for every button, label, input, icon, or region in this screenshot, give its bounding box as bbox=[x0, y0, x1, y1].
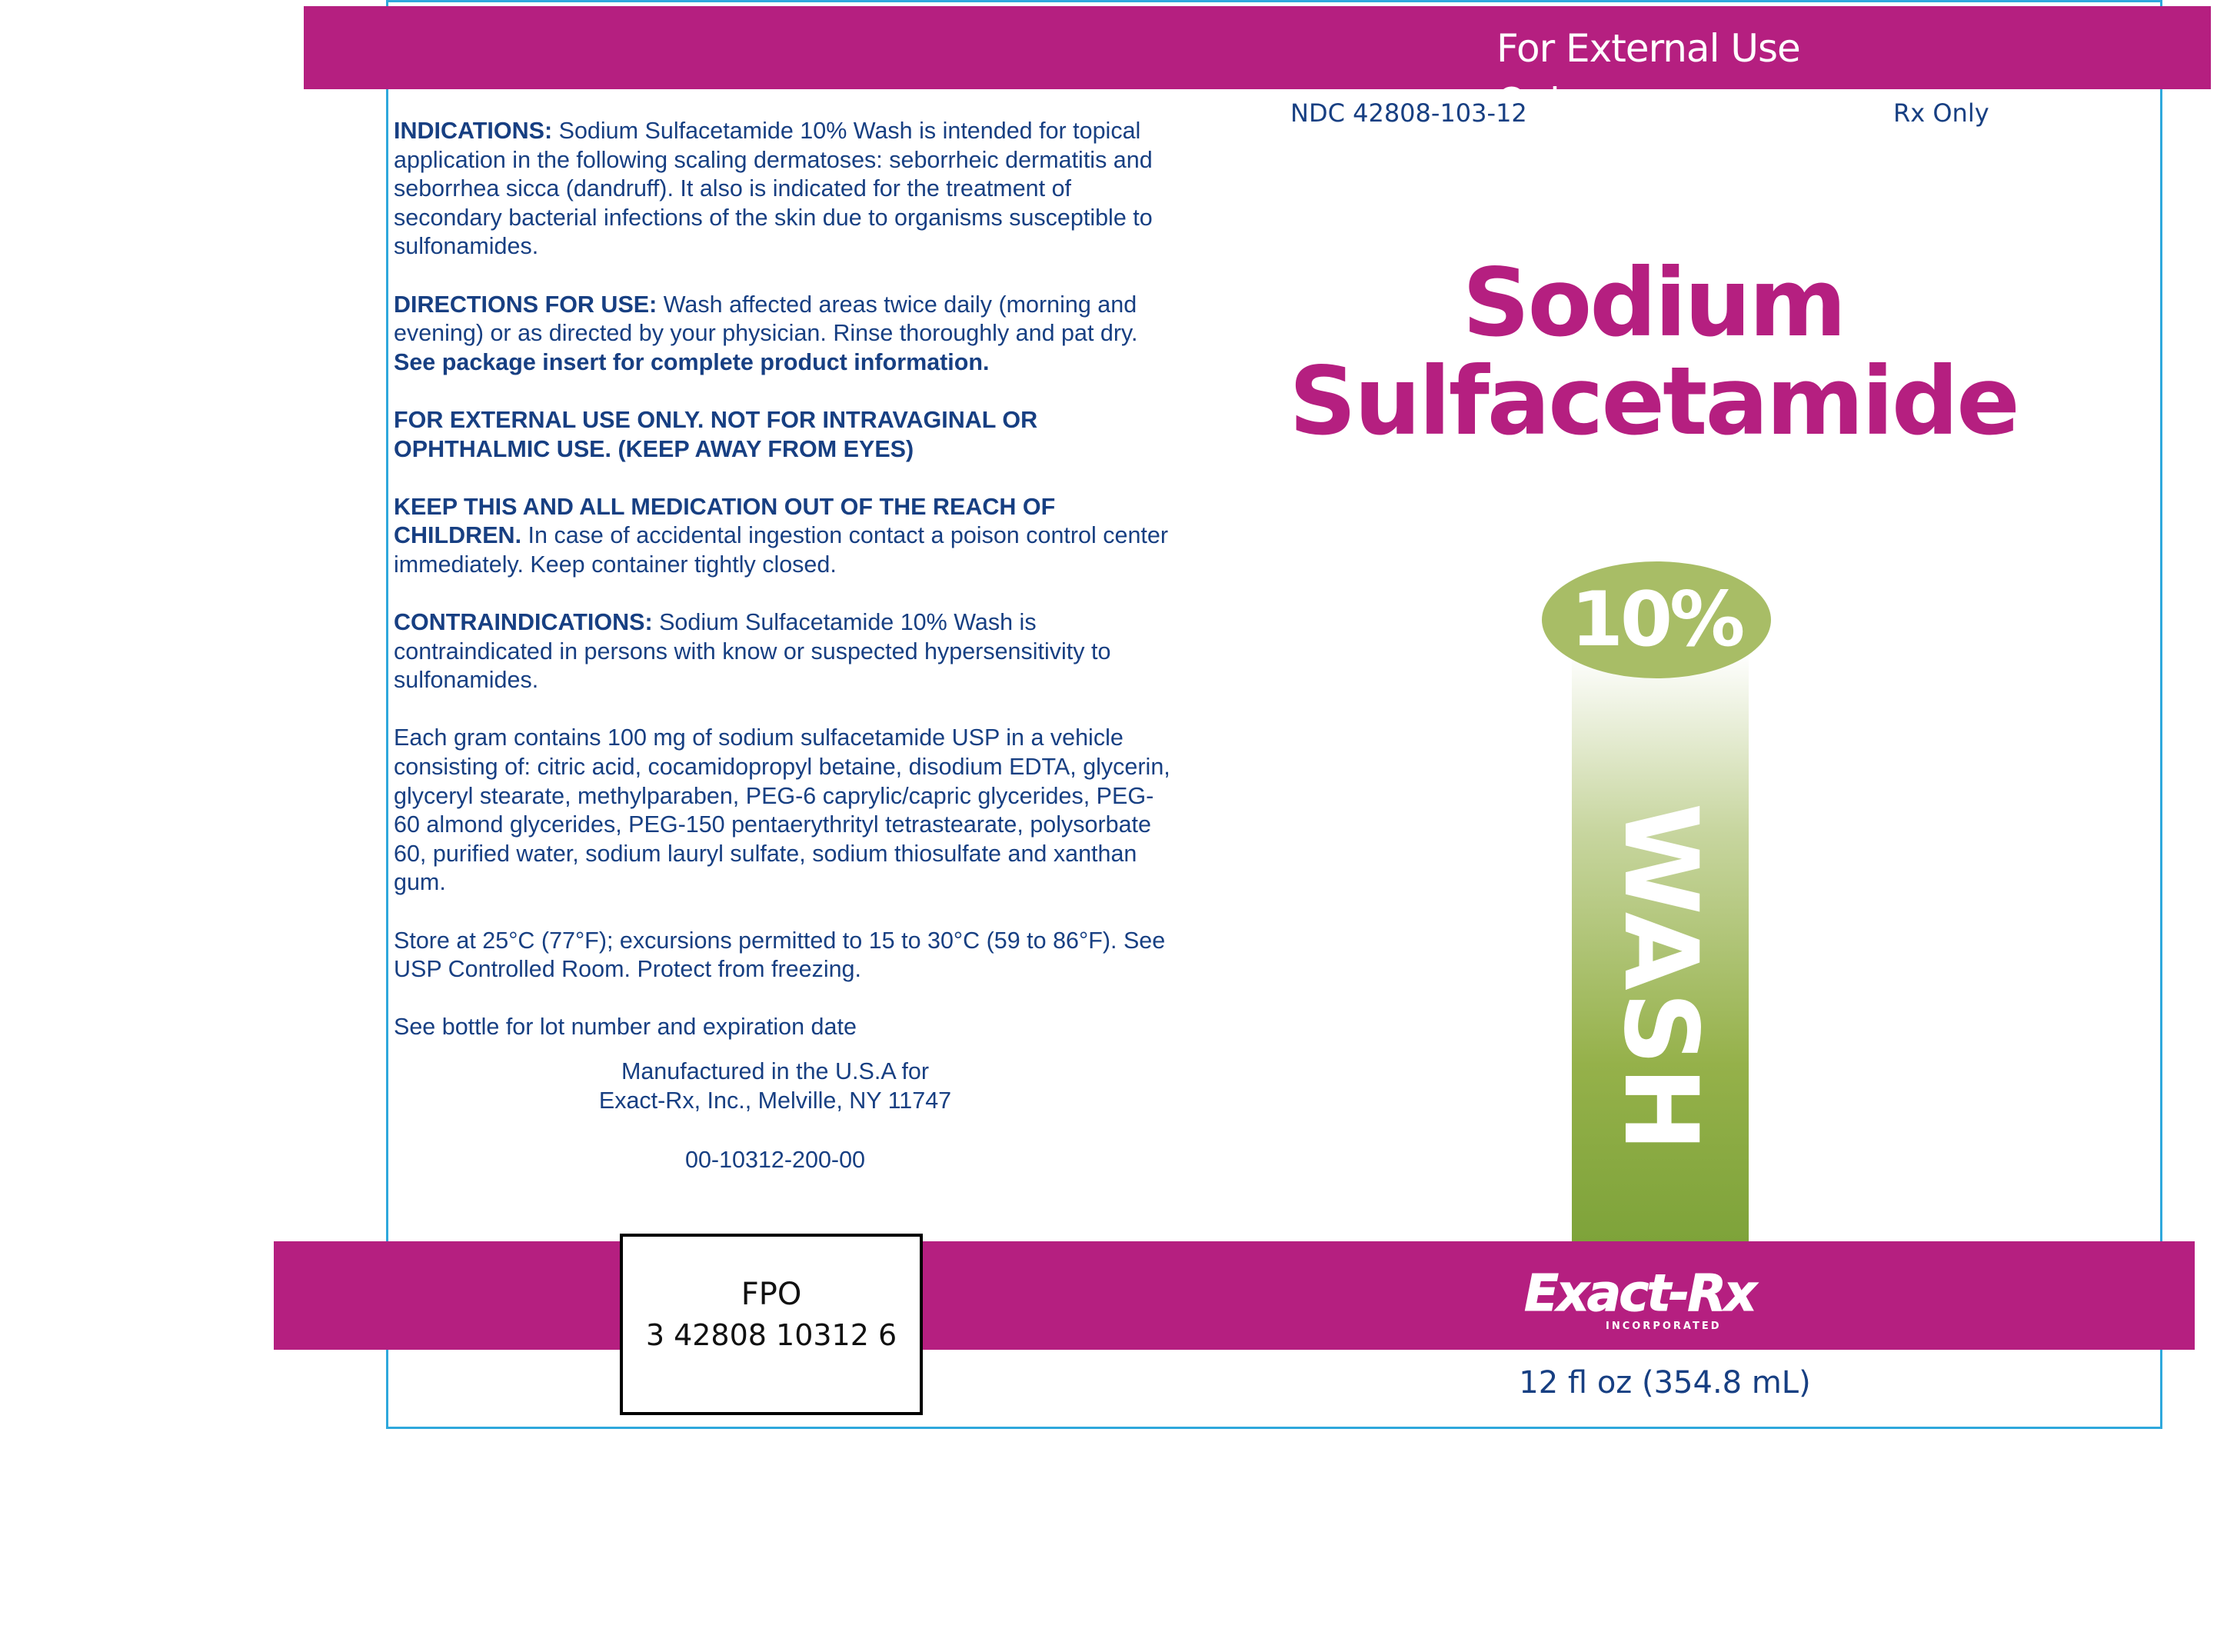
indications-text: Sodium Sulfacetamide 10% Wash is intended for topical application in the following scaling dermatoses: seborrheic dermatitis and seborrhea sicca (dandruff). It also is indicated for the treatment of secondary bacterial infections of the skin due to organisms susceptible to sulfonamides. bbox=[394, 118, 1153, 260]
keep-away-label: KEEP THIS AND ALL MEDICATION OUT OF THE REACH OF CHILDREN. bbox=[394, 493, 1056, 549]
strength-text: 10% bbox=[1570, 576, 1743, 664]
indications-label: INDICATIONS: bbox=[394, 118, 553, 144]
external-warning-text: FOR EXTERNAL USE ONLY. NOT FOR INTRAVAGINAL OR OPHTHALMIC USE. (KEEP AWAY FROM EYES) bbox=[394, 406, 1038, 462]
contraindications-label: CONTRAINDICATIONS: bbox=[394, 609, 653, 636]
manufactured-line-1: Manufactured in the U.S.A for bbox=[621, 1058, 930, 1084]
manufactured-line-2: Exact-Rx, Inc., Melville, NY 11747 bbox=[598, 1087, 952, 1114]
label-top-border bbox=[386, 0, 2162, 2]
directions-label: DIRECTIONS FOR USE: bbox=[394, 291, 657, 318]
form-text: WASH bbox=[1601, 803, 1719, 1154]
indications-paragraph bbox=[394, 117, 1170, 261]
logo-subtitle: INCORPORATED bbox=[1606, 1321, 1722, 1332]
title-line-2: Sulfacetamide bbox=[1289, 347, 2018, 456]
lot-note: See bottle for lot number and expiration date bbox=[394, 1014, 857, 1041]
barcode-placeholder bbox=[620, 1234, 923, 1415]
contraindications-text: Sodium Sulfacetamide 10% Wash is contraindicated in persons with know or suspected hypersensitivity to sulfonamides. bbox=[394, 609, 1111, 694]
ndc-number: NDC 42808-103-12 bbox=[1290, 98, 1527, 128]
ingredients-paragraph: Each gram contains 100 mg of sodium sulfacetamide USP in a vehicle consisting of: citric acid, cocamidopropyl betaine, disodium EDTA, glycerin, glyceryl stearate, methylparaben, PEG-6 caprylic/capric glycerides, PEG-60 almond glycerides, PEG-150 pentaerythrityl tetrastearate, polysorbate 60, purified water, sodium lauryl sulfate, sodium thiosulfate and xanthan gum. bbox=[394, 724, 1170, 896]
keep-away-text: In case of accidental ingestion contact a poison control center immediately. Keep container tightly closed. bbox=[394, 522, 1169, 578]
manufacturer-block bbox=[394, 1057, 1170, 1175]
fpo-text: FPO bbox=[741, 1277, 802, 1312]
keep-away-paragraph bbox=[394, 493, 1170, 580]
bottom-banner bbox=[274, 1241, 2195, 1350]
barcode-number: 3 42808 10312 6 bbox=[645, 1318, 897, 1352]
external-warning bbox=[394, 406, 1170, 464]
information-panel bbox=[394, 117, 1170, 1175]
directions-paragraph bbox=[394, 291, 1170, 378]
storage-paragraph: Store at 25°C (77°F); excursions permitted to 15 to 30°C (59 to 86°F). See USP Controlled Room. Protect from freezing. bbox=[394, 927, 1166, 983]
product-code: 00-10312-200-00 bbox=[684, 1147, 866, 1174]
rx-only: Rx Only bbox=[1893, 98, 1989, 128]
volume-text: 12 fl oz (354.8 mL) bbox=[1519, 1365, 1811, 1401]
directions-bold-note: See package insert for complete product information. bbox=[394, 348, 990, 375]
title-line-1: Sodium bbox=[1462, 248, 1845, 358]
logo-wordmark: Exact-Rx bbox=[1524, 1264, 1755, 1323]
directions-text: Wash affected areas twice daily (morning and evening) or as directed by your physician. Rinse thoroughly and pat dry. bbox=[394, 291, 1138, 347]
exact-rx-logo bbox=[1515, 1258, 1784, 1335]
contraindications-paragraph bbox=[394, 608, 1170, 695]
product-title bbox=[1261, 248, 2046, 456]
banner-text: For External Use Only bbox=[1496, 26, 1800, 125]
